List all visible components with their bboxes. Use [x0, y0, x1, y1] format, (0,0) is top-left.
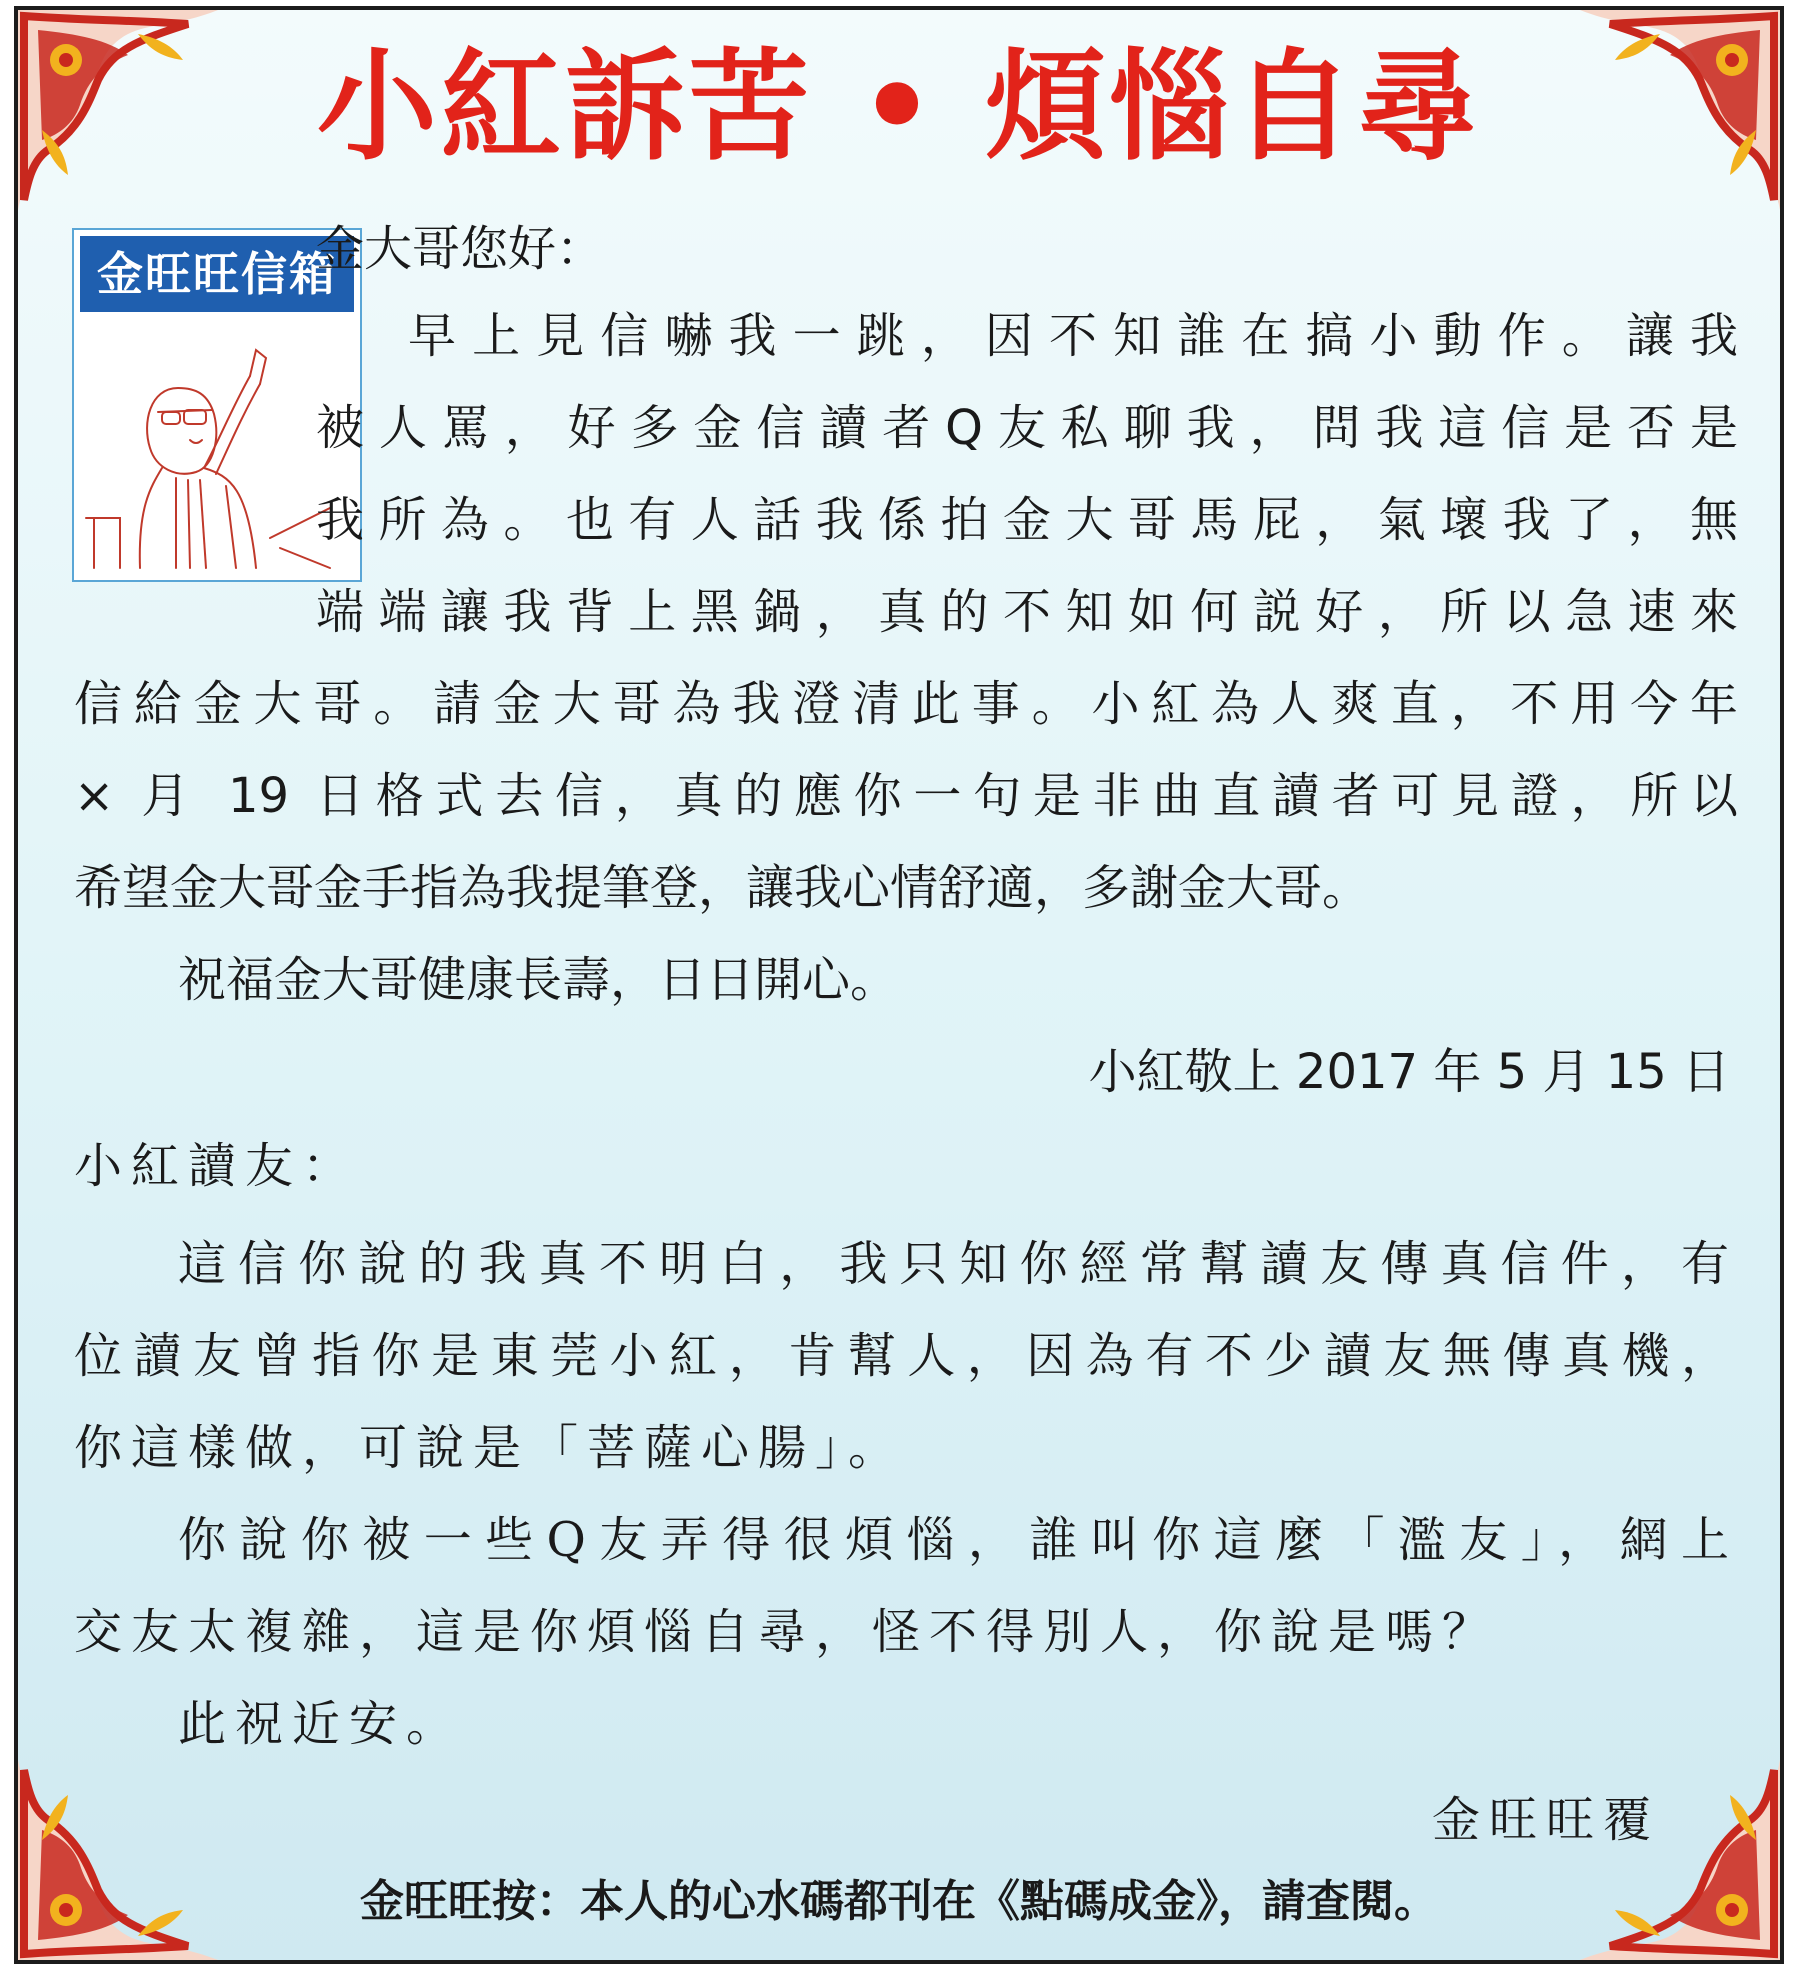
letter-line: 信給金大哥。請金大哥為我澄清此事。小紅為人爽直，不用今年 — [74, 676, 1738, 732]
reply-line: 你說你被一些Q友弄得很煩惱，誰叫你這麼「濫友」，網上 — [178, 1512, 1738, 1568]
reply-line: 這信你說的我真不明白，我只知你經常幫讀友傳真信件，有 — [178, 1236, 1738, 1292]
reply-line: 你這樣做，可說是「菩薩心腸」。 — [74, 1420, 906, 1476]
corner-ornament-bottom-left — [18, 1760, 218, 1960]
reply-line: 位讀友曾指你是東莞小紅，肯幫人，因為有不少讀友無傳真機， — [74, 1328, 1738, 1384]
letter-blessing: 祝福金大哥健康長壽，日日開心。 — [178, 952, 899, 1008]
letter-line: 希望金大哥金手指為我提筆登，讓我心情舒適，多謝金大哥。 — [74, 860, 1371, 916]
page-title: 小紅訴苦 • 煩惱自尋 — [316, 38, 1482, 177]
reply-closing: 此祝近安。 — [178, 1696, 464, 1752]
letter-greeting: 金大哥您好： — [316, 221, 605, 277]
reply-signature: 金旺旺覆 — [1431, 1792, 1660, 1848]
corner-ornament-bottom-right — [1580, 1760, 1780, 1960]
reply-line: 交友太複雜，這是你煩惱自尋，怪不得別人，你說是嗎？ — [74, 1604, 1500, 1660]
letter-signature: 小紅敬上 2017 年 5 月 15 日 — [1088, 1044, 1730, 1100]
reply-greeting: 小紅讀友： — [74, 1138, 360, 1194]
letter-line: 我所為。也有人話我係拍金大哥馬屁，氣壞我了，無 — [316, 492, 1738, 548]
columnist-sketch-illustration — [80, 318, 354, 576]
letter-line: 端端讓我背上黑鍋，真的不知如何説好，所以急速來 — [316, 584, 1738, 640]
letter-line: 被人罵，好多金信讀者Q友私聊我，問我這信是否是 — [316, 400, 1738, 456]
letter-page — [14, 6, 1784, 1964]
letter-line: × 月 19 日格式去信，真的應你一句是非曲直讀者可見證，所以 — [74, 768, 1738, 824]
column-label: 金旺旺信箱 — [80, 236, 354, 312]
editor-note-footer: 金旺旺按：本人的心水碼都刊在《點碼成金》，請查閱。 — [360, 1876, 1438, 1927]
letter-line: 早上見信嚇我一跳，因不知誰在搞小動作。讓我 — [408, 308, 1738, 364]
